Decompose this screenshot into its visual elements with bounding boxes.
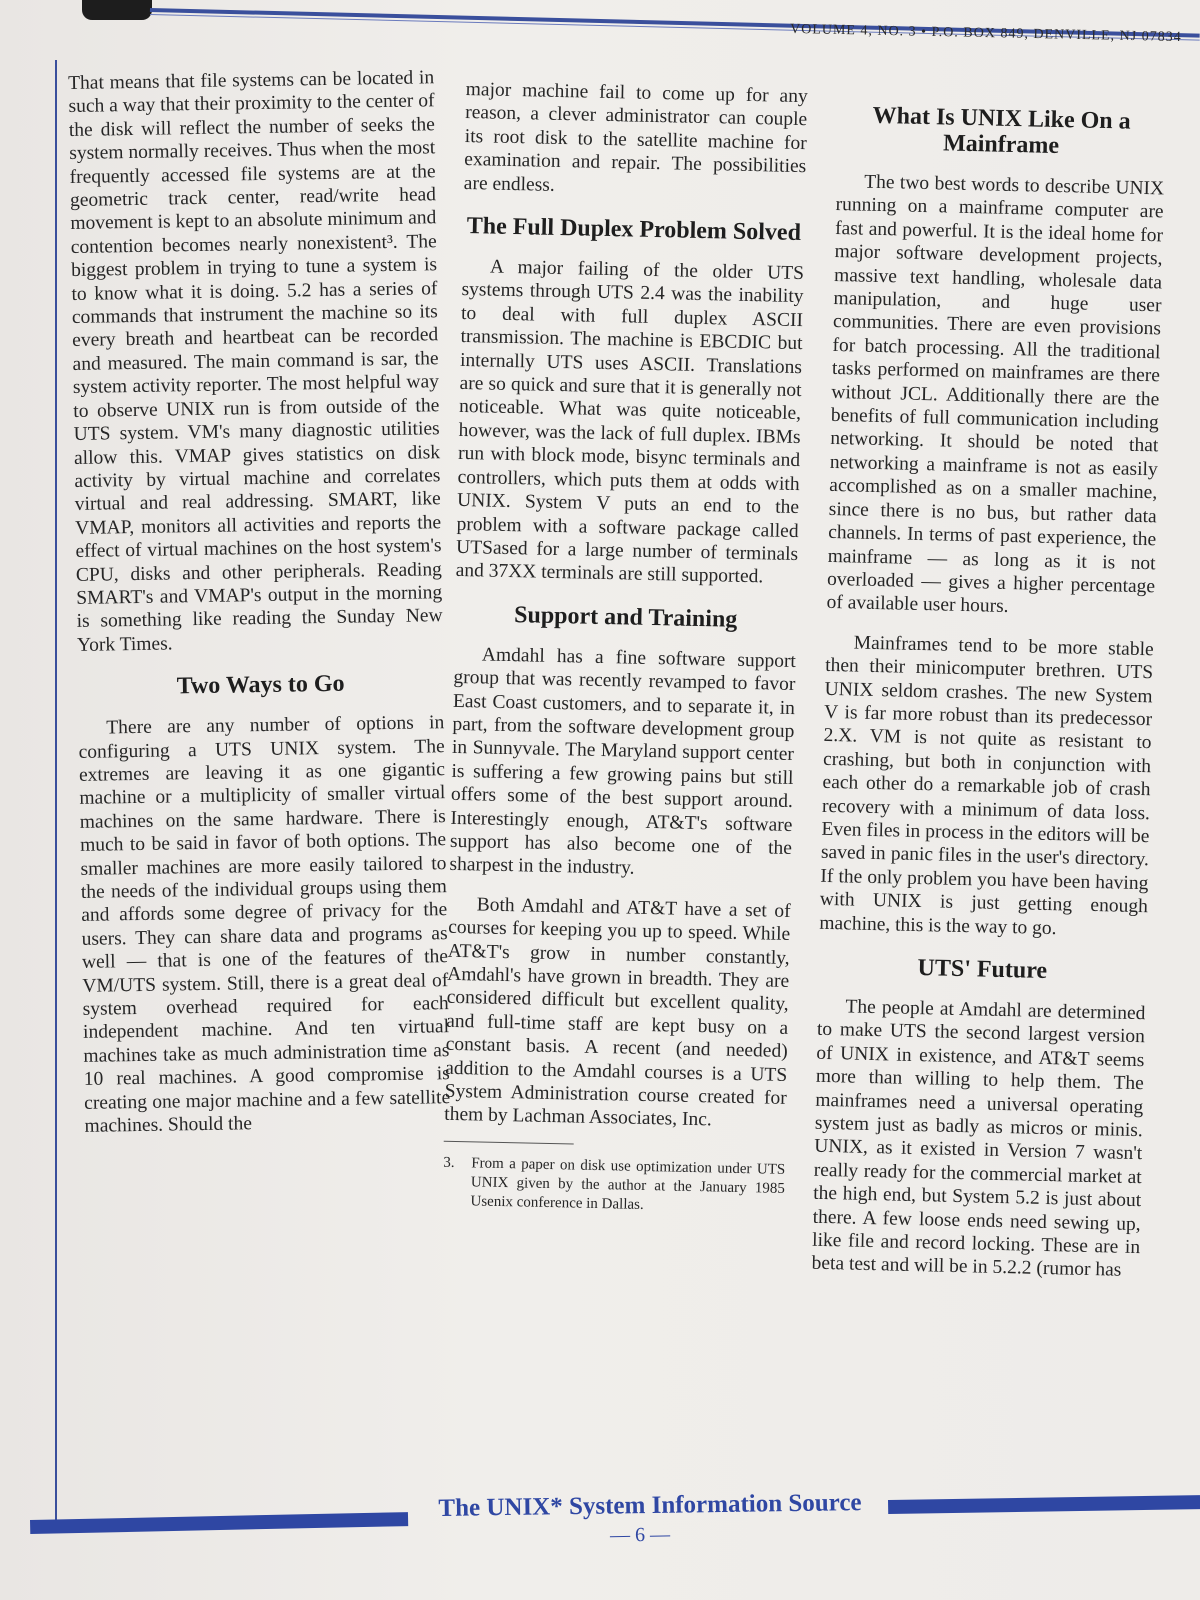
body-paragraph: Both Amdahl and AT&T have a set of courses for keeping you up to speed. While AT&T's grow in number constantly, Amdahl's have grown in breadth. They are considered difficult but excellent quality, and full-time staff are kept busy on a constant basis. A recent (and needed) addition to the Amdahl courses is a UTS System Administration course created for them by Lachman Associates, Inc. [444, 894, 791, 1131]
section-heading-support-training: Support and Training [513, 601, 738, 633]
body-paragraph: major machine fail to come up for any reason, a clever administrator can couple its root disk to the satellite machine for examination and repair. The possibilities are endless. [463, 78, 808, 196]
footnote-text: From a paper on disk use optimization under UTS UNIX given by the author at the January 1985 Usenix conference in Dallas. [470, 1155, 786, 1213]
body-paragraph: There are any number of options in configuring a UTS UNIX system. The extremes are leaving it as one gigantic machine or a multiplicity of smaller virtual machines on the same hardware. There is much to be said in favor of both options. The smaller machines are more easily tailored to the needs of the individual groups using them and affords some degree of privacy for the users. They can share data and programs as well — that is one of the features of the VM/UTS system. Still, there is a great deal of system overhead required for each independent machine. And ten virtual machines take as much administration time as 10 real machines. A good compromise is creating one major machine and a few satellite machines. Should the [78, 712, 451, 1137]
footnote-rule [444, 1141, 574, 1145]
page-number: — 6 — [609, 1523, 671, 1547]
body-paragraph: The two best words to describe UNIX running on a mainframe computer are fast and powerful. It is the ideal home for major software development projects, massive text handling, wholesale data manipulation, and huge user communities. There are even provisions for batch processing. All the traditional tasks performed on mainframes are there without JCL. Additionally there are the benefits of full communication including networking. It should be noted that networking a mainframe is not as easily accomplished as on a smaller machine, since there is no bus, but rather data channels. In terms of past experience, the mainframe — as long as it is not overloaded — gives a higher percentage of available user hours. [826, 171, 1165, 618]
section-tab-mark [82, 0, 152, 20]
body-paragraph: The people at Amdahl are determined to make UTS the second largest version of UNIX in existence, and AT&T seems more than willing to help them. The mainframes need a universal operating system just as badly as micros or minis. UNIX, as it existed in Version 7 wasn't really ready for the commercial market at the high end, but System 5.2 is just about there. A few loose ends need sewing up, like file and record locking. These are in beta test and will be in 5.2.2 (rumor has [811, 996, 1146, 1282]
footnote-number: 3. [443, 1154, 455, 1171]
column-2 [442, 78, 808, 1218]
footer-bar-left [30, 1512, 408, 1534]
masthead-info: VOLUME 4, NO. 3 • P.O. BOX 849, DENVILLE, NJ 07834 [790, 21, 1183, 46]
section-heading-uts-future: UTS' Future [917, 955, 1048, 984]
section-heading-unix-mainframe: What Is UNIX Like On a Mainframe [872, 102, 1131, 160]
section-heading-full-duplex: The Full Duplex Problem Solved [466, 213, 802, 247]
page-footer [0, 1480, 1200, 1560]
footnote [442, 1154, 785, 1218]
body-paragraph: Amdahl has a fine software support group that was recently revamped to favor East Coast customers, and to separate it, in part, from the software development group in Sunnyvale. The Maryland support center is suffering a few growing pains but still offers some of the best support around. Interestingly enough, AT&T's software support has also become one of the sharpest in the industry. [449, 644, 797, 880]
column-1 [68, 66, 451, 1138]
body-paragraph: That means that file systems can be located in such a way that their proximity to the center of the disk will reflect the number of seeks the system normally receives. Thus when the most frequently accessed file systems are at the geometric track center, read/write head movement is kept to an absolute minimum and contention becomes nearly nonexistent³. The biggest problem in trying to tune a system is to know what it is doing. 5.2 has a series of commands that instrument the machine so its every breath and heartbeat can be recorded and measured. The main command is sar, the system activity reporter. The most helpful way to observe UNIX run is from outside of the UTS system. VM's many diagnostic utilities allow this. VMAP gives statistics on disk activity by virtual machine and correlates virtual and real addressing. SMART, like VMAP, monitors all activities and reports the effect of virtual machines on the host system's CPU, disks and other peripherals. Reading SMART's and VMAP's output in the morning is something like reading the Sunday New York Times. [68, 67, 443, 656]
footer-bar-right [888, 1495, 1200, 1514]
footer-title: The UNIX* System Information Source [438, 1489, 862, 1522]
body-paragraph: Mainframes tend to be more stable then their minicomputer brethren. UTS UNIX seldom crashes. The new System V is far more robust than its predecessor 2.X. VM is not quite as resistant to crashing, but both in conjunction with each other do a remarkable job of crash recovery with a minimum of data loss. Even files in process in the editors will be saved in panic files in the user's directory. If the only problem you have been having with UNIX is just getting enough machine, this is the way to go. [819, 632, 1154, 939]
section-heading-two-ways: Two Ways to Go [176, 670, 345, 700]
body-paragraph: A major failing of the older UTS systems through UTS 2.4 was the inability to deal with full duplex ASCII transmission. The machine is EBCDIC but internally UTS uses ASCII. Translations are so quick and sure that it is generally not noticeable. What was quite noticeable, however, was the lack of full duplex. IBMs run with block mode, bisync terminals and controllers, which puts them at odds with UNIX. System V puts an end to the problem with a software package called UTSased for a large number of terminals and 37XX terminals are still supported. [455, 256, 805, 588]
left-margin-rule [55, 60, 57, 1520]
column-3 [811, 102, 1166, 1283]
